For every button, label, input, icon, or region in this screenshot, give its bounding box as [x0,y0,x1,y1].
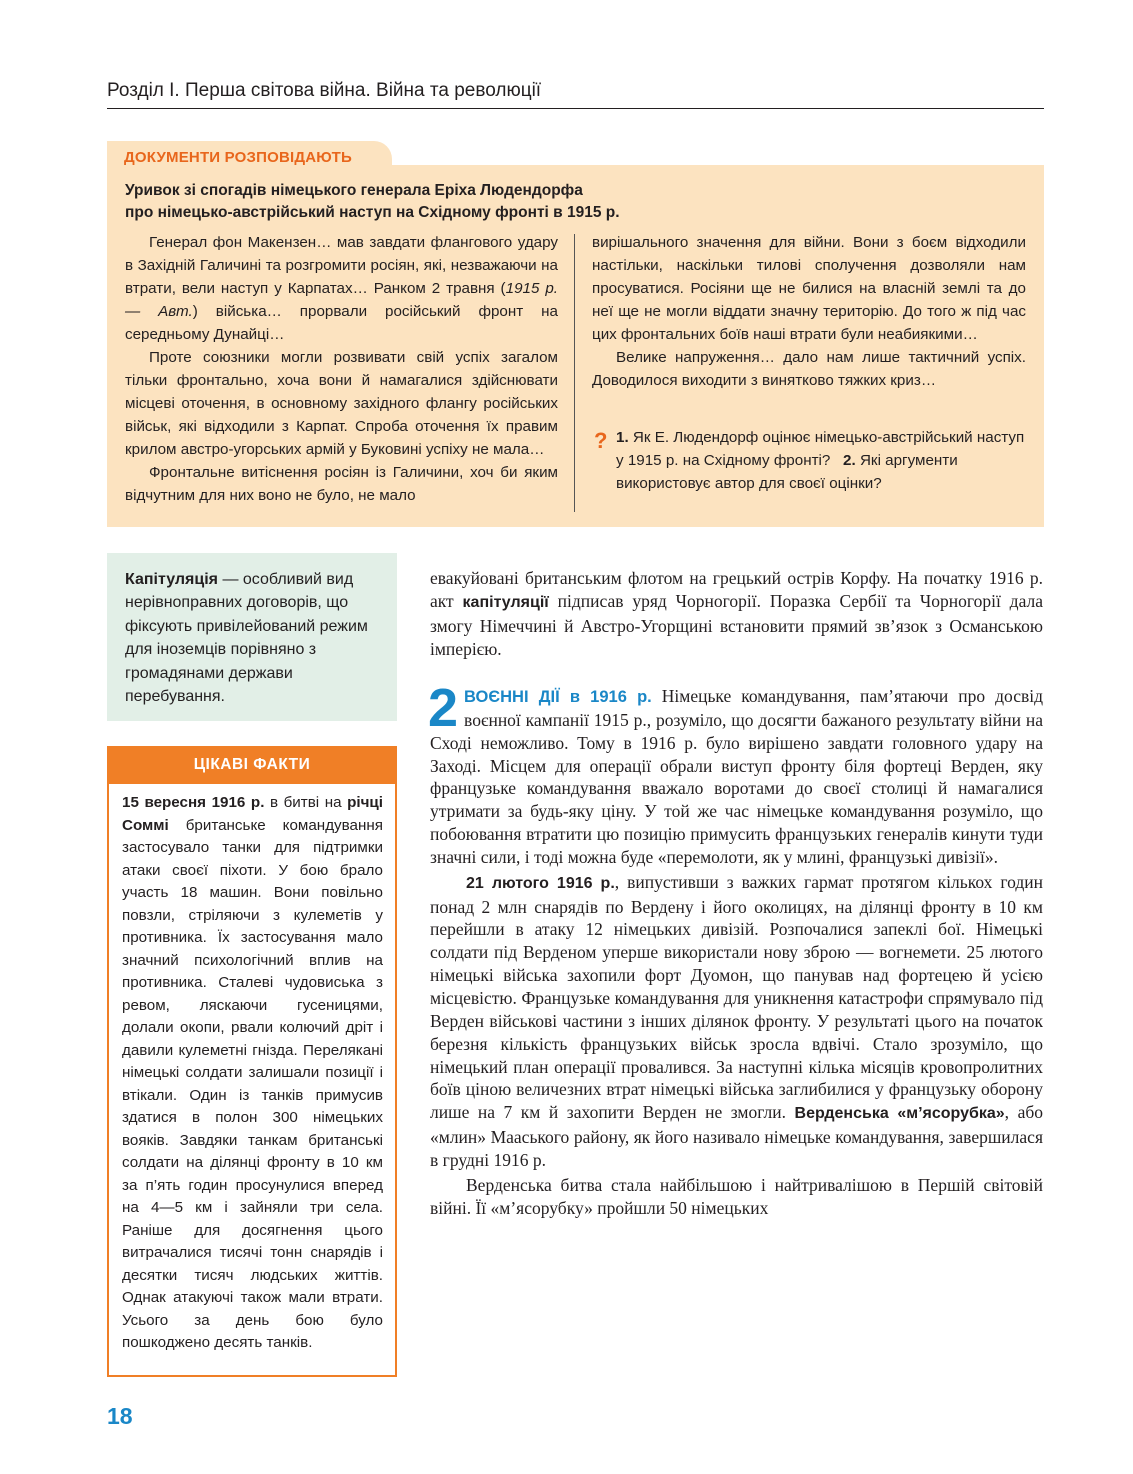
documents-tab-label: ДОКУМЕНТИ РОЗПОВІДАЮТЬ [124,149,352,166]
running-header: Розділ І. Перша світова війна. Війна та революції [107,80,542,101]
section-title: ВОЄННІ ДІЇ в 1916 р. [464,688,652,706]
definition-text: Капітуляція — особливий вид нерівноправних договорів, що фіксують привілейований режим для іноземців порівняно з громадянами держави перебування. [125,571,368,706]
question-icon: ? [594,428,608,453]
questions: 1. Як Е. Людендорф оцінює німецько-австрійський наступ у 1915 р. на Східному фронті? 2. Які аргументи використовує автор для своєї оцінки? [616,429,1025,492]
document-paragraph: Велике напруження… дало нам лише тактичний успіх. Доводилося виходити з винятково тяжких криз… [592,349,1026,389]
document-left-column [125,231,558,507]
document-paragraph: Генерал фон Макензен… мав завдати флангового удару в Західній Галичині та розгромити росіян, які, незважаючи на втрати, вели наступ у Карпатах… Ранком 2 травня (1915 р. — Авт.) війська… прорвали російський фронт на середньому Дунайці… [125,234,558,343]
document-paragraph: Проте союзники могли розвивати свій успіх загалом тільки фронтально, хоча вони й намагалися здійснювати місцеві оточення, в основному західного флангу російських військ, які відходили з Карпат. Спроба оточення їх правим крилом австро-угорських армій у Буковині успіху не мала… [125,349,558,458]
facts-text: 15 вересня 1916 р. в битві на річці Соммі британське командування застосувало танки для підтримки атаки своєї піхоти. У бою брало участь 18 машин. Вони повільно повзли, стріляючи з кулеметів у противника. Їх застосування мало значний психологічний вплив на противника. Сталеві чудовиська з ревом, ляскаючи гусеницями, долали окопи, рвали колючий дріт і давили кулеметні гнізда. Перелякані німецькі солдати залишали позиції і втікали. Один із танків примусив здатися в полон 300 німецьких вояків. Завдяки танкам британські солдати на ділянці фронту в 10 км за п’ять годин просунулися вперед на 4—5 км і зайняли три села. Раніше для досягнення цього витрачалися тисячі тонн снарядів і десятки тисяч людських життів. Однак атакуючі також мали втрати. Усього за день бою було пошкоджено десять танків. [122,794,383,1351]
main-text-section [428,678,1044,1219]
main-text-top [430,567,1043,660]
column-divider [574,234,575,512]
facts-heading: ЦІКАВІ ФАКТИ [107,746,397,784]
document-title-line1: Уривок зі спогадів німецького генерала Еріха Людендорфа [125,182,583,199]
documents-tab [107,141,392,173]
document-title-line2: про німецько-австрійський наступ на Східному фронті в 1915 р. [125,204,620,221]
section-number: 2 [428,678,459,738]
main-paragraph: евакуйовані британським флотом на грецький острів Корфу. На початку 1916 р. акт капітуляції підписав уряд Чорногорії. Поразка Сербії та Чорногорії дала змогу Німеччині й Австро-Угорщині встановити прямий зв’язок з Османською імперією. [430,568,1044,659]
main-paragraph: 2 ВОЄННІ ДІЇ в 1916 р. Німецьке командування, пам’ятаючи про досвід воєнної кампанії 1915 р., розуміло, що досягти бажаного результату війни на Сході неможливо. Тому в 1916 р. було вирішено завдати головного удару на Заході. Місцем для операції обрали виступ фронту біля фортеці Верден, яку французьке командування вважало воротами до своєї столиці й намагалися утримати за будь-яку ціну. У той же час німецьке командування розуміло, що побоювання втратити цю позицію примусить французьких генералів кинути туди значні сили, і тоді можна буде «перемолоти, як у млині, французькі дивізії». [428,678,1043,867]
definition-term: Капітуляція [125,571,219,588]
main-paragraph: 21 лютого 1916 р., випустивши з важких гармат протягом кількох годин понад 2 млн снарядів по Вердену і його околицях, на ділянці фронту в 10 км перейшли в атаку 12 німецьких дивізій. Розпочалися запеклі бої. Німецькі солдати під Верденом уперше використали нову зброю — вогнемети. 25 лютого німецькі війська захопили форт Дуомон, що панував над фортецею й усією місцевістю. Французьке командування для уникнення катастрофи спрямувало під Верден військові частини з інших ділянок фронту. У результаті цього на початок березня кількість французьких військ зросла вдвічі. Стало зрозуміло, що німецький план операції провалився. За наступні кілька місяців кровопролитних боїв ціною величезних втрат німецькі війська заглибилися у французьку оборону лише на 7 км й захопити Верден не змогли. Верденська «м’ясорубка», або «млин» Мааського району, як його називало німецьке командування, завершилася в грудні 1916 р. [430,871,1044,1170]
header-rule [107,108,1044,109]
document-paragraph: Фронтальне витіснення росіян із Галичини, хоч би яким відчутним для них воно не було, не мало [125,464,558,504]
document-right-column [592,231,1026,392]
page-number: 18 [107,1403,133,1429]
main-paragraph: Верденська битва стала найбільшою і найтривалішою в Першій світовій війні. Її «м’ясорубку» пройшли 50 німецьких [430,1174,1043,1218]
document-paragraph: вирішального значення для війни. Вони з боєм відходили настільки, наскільки тилові сполучення дозволяли нам просуватися. Росіяни ще не билися на власній землі та до неї ще не могли віддати значну територію. До того ж під час цих фронтальних боїв наші втрати були неабиякими… [592,234,1026,343]
document-title [125,180,1025,224]
